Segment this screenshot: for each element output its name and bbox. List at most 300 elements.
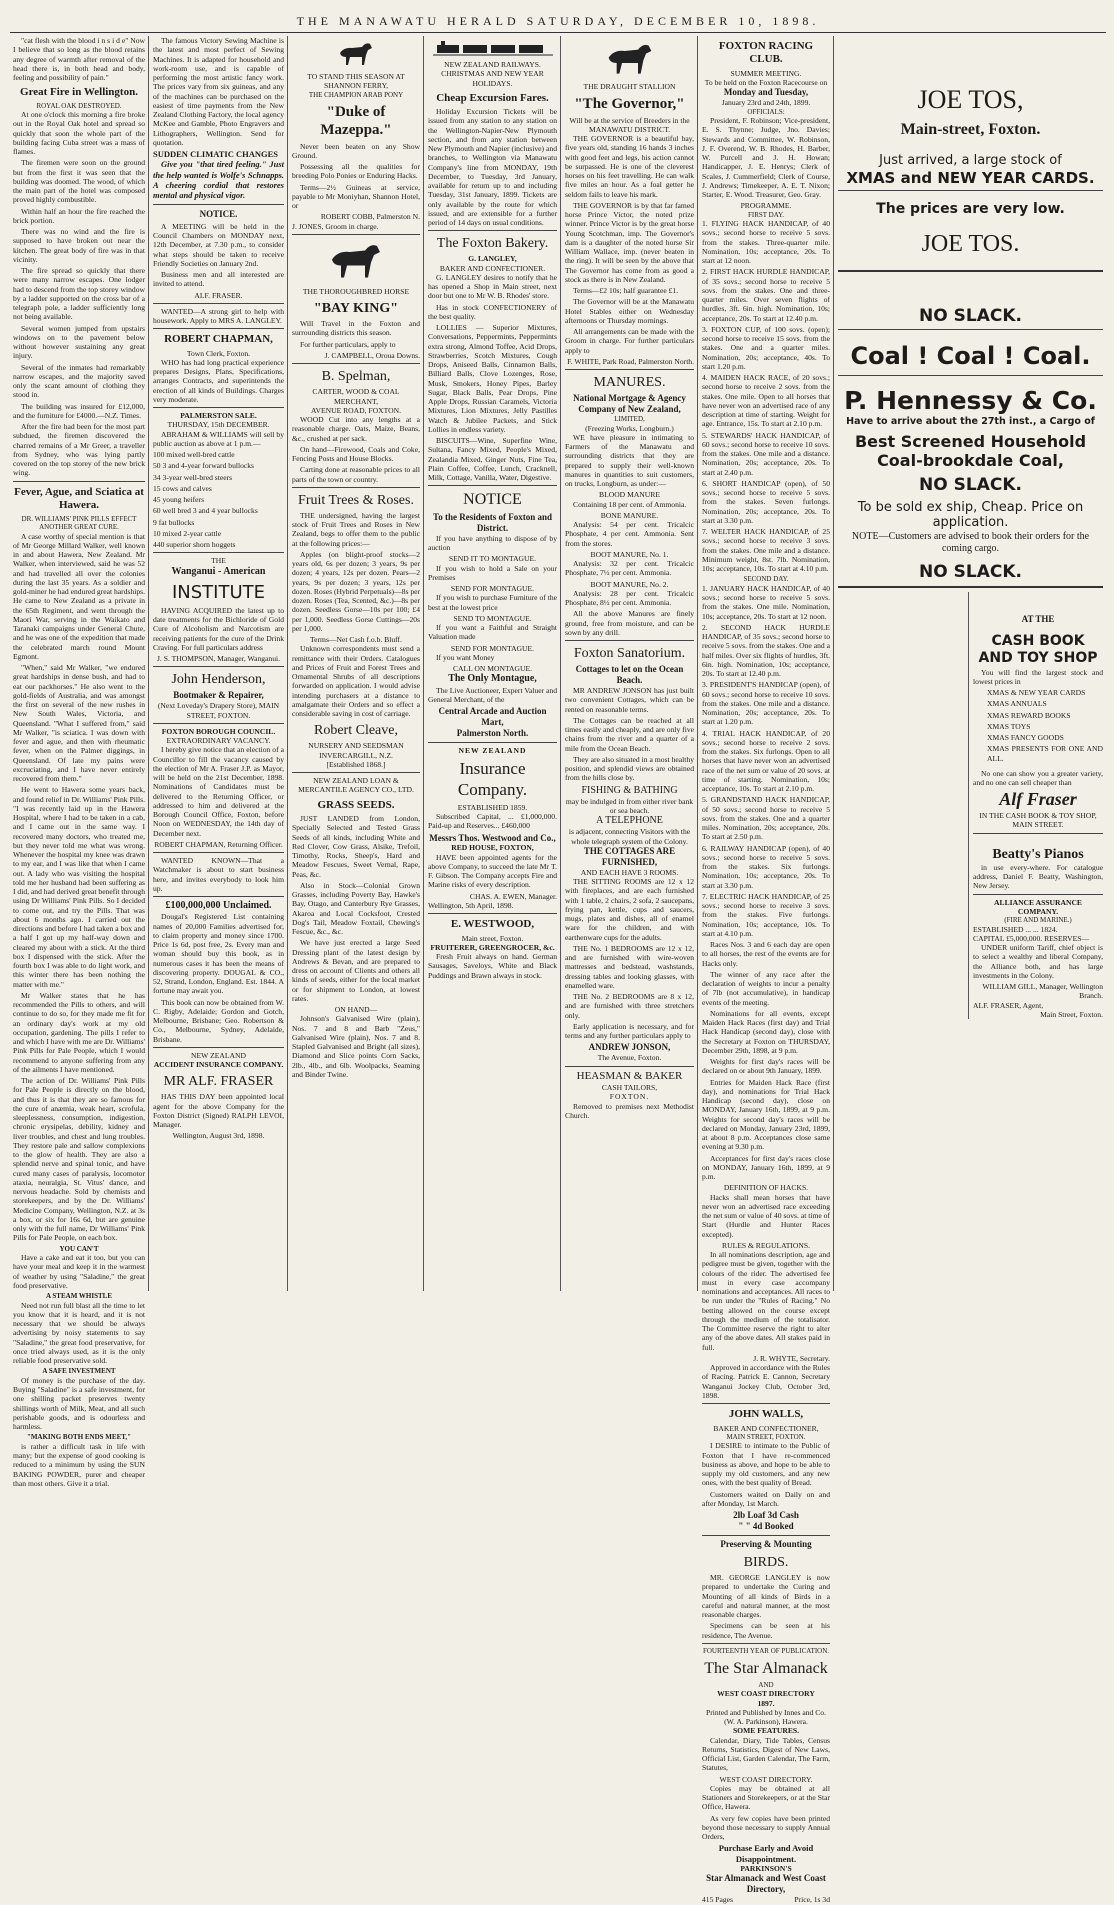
divider [153, 204, 284, 205]
train-icon [433, 39, 553, 57]
shop-item: XMAS PRESENTS FOR ONE AND ALL. [987, 744, 1103, 763]
rail-sub: CHRISTMAS AND NEW YEAR HOLIDAYS. [441, 69, 544, 88]
race-entry: 4. MAIDEN HACK RACE, of 20 sovs.; second horse to receive 2 sovs. from the stakes. One mile. Open to all horses that have never won an advertised race of any description at time of starting. Weight for age. Entrance, 15s. To start at 2.10 p.m. [702, 373, 830, 429]
joe-prices: The prices are very low. [876, 201, 1065, 218]
column-divider [697, 36, 698, 1291]
cleave-established: [Established 1868.] [326, 759, 386, 769]
race-programme: PROGRAMME. [740, 201, 792, 211]
montague-line: If you want a Faithful and Straight Valuation made [428, 623, 557, 642]
shop-item: XMAS & NEW YEAR CARDS [987, 688, 1086, 698]
chapman-title: Town Clerk, Foxton. [186, 348, 251, 358]
wanganui-body: HAVING ACQUIRED the latest up to date treatments for the Bichloride of Gold Cure of Alcoholism and Narcotism are receiving patients for the cure of the Drink Craving. For full particulars address [153, 605, 284, 652]
fever-paragraph: The action of Dr. Williams' Pink Pills for Pale People is directly on the blood, and thus it is that they are so famous for the cure of anæmia, weak heart, scrofula, sleeplessness, consumption, indigestion, chronic erysipelas, debility, kidney and liver troubles, and chest and lung troubles. They restore pale and sallow complexions to the glow of health. They are also a splendid nerve and spinal tonic, and have cured many cases of paralysis, locomotor ataxia, neuralgia, St. Vitus' dance, and nervous headache. Sold by chemists and storekeepers, and by the Dr. Williams' Medicine Company, Wellington, N.Z. at 3s a box, or six for 16s 6d, but are genuine only with the full name, Dr Williams' Pink Pills for Pale People, on each box. [13, 1076, 145, 1243]
governor-sub: Will be at the service of Breeders in the [569, 115, 690, 125]
race-entry: 7. WELTER HACK HANDICAP, of 25 sovs.; second horse to receive 3 sovs. from the stakes. One mile and a distance. Minimum weight, 8st. 7lb. Nomination, 10s; acceptance, 10s. To start at 4.10 p.m. [702, 527, 830, 574]
divider [153, 1047, 284, 1048]
cant-heading: YOU CAN'T [59, 1244, 99, 1253]
steam-text: Need not run full blast all the time to let you know that it is heard, and it is not necessary that we should be always advertising by noisy statements to say "Saladine," the great food preservative, for once tried always used, as it is the only reliable food preservative sold. [13, 1300, 145, 1366]
fruit-terms: Terms—Net Cash f.o.b. Bluff. [310, 635, 402, 645]
alliance-capital: CAPITAL £5,000,000. RESERVES— [973, 933, 1090, 943]
race-dates: January 23rd and 24th, 1899. [721, 98, 811, 108]
governor-owner: F. WHITE, Park Road, Palmerston North. [567, 356, 694, 366]
sanatorium-detail: THE No. 2 BEDROOMS are 8 x 12, and are furnished with three stretchers only. [565, 992, 694, 1020]
unclaimed-heading: £100,000,000 Unclaimed. [165, 900, 272, 912]
heasman-trade: CASH TAILORS, [601, 1083, 658, 1093]
wanganui-signature: J. S. THOMPSON, Manager, Wanganui. [156, 654, 281, 664]
unclaimed-body: Dougal's Registered List containing names of 20,000 Families advertised for, to claim property and money since 1700. Price 1s 6d, post free, 2s. Every man and woman should buy this book, as in numerous cases it has been the means of discovering property. DOUGAL & CO., 52, Strand, London, England. Est. 1844. A fortune may await you. [153, 912, 284, 996]
birds-top: Preserving & Mounting [720, 1539, 812, 1549]
race-officials-heading: OFFICIALS: [747, 107, 785, 116]
race-regulations-heading: RULES & REGULATIONS. [722, 1240, 810, 1250]
column-6 [699, 36, 833, 1905]
bakery-body: G. LANGLEY desires to notify that he has opened a Shop in Main street, next door but one to Mr W. B. Rhodes' store. [428, 272, 557, 301]
borough-signature: ROBERT CHAPMAN, Returning Officer. [154, 839, 283, 849]
race-definition-heading: DEFINITION OF HACKS. [723, 1183, 809, 1193]
grass-body: We have just erected a large Seed Dressing plant of the latest design by Andrews & Bevan, and are prepared to dress on account of Clients and others all kinds of seeds, either for the local market or for shipment to London, at lowest rates. [292, 938, 420, 1003]
column-7a [838, 592, 969, 1019]
column-3 [289, 36, 423, 1291]
star-publisher: Printed and Published by Innes and Co. (W. A. Parkinson), Hawera. [705, 1707, 826, 1727]
insurance-heading: Insurance Company. [457, 759, 528, 800]
walls-trade: BAKER AND CONFECTIONER, [713, 1423, 819, 1433]
grass-body: Johnson's Galvanised Wire (plain), Nos. 7 and 8 and Barb "Zeus," Galvanised Wire (plain), Nos. 7 and 8. Stapled Galvanised and Bright (all sizes), Diamond and Slice points Corn Sacks, 2lb., 4lb., and 6lb. Woolpacks, Seaming and Binder Twine. [292, 1014, 420, 1079]
insurance-house: RED HOUSE, FOXTON, [451, 843, 534, 853]
star-footer [702, 1895, 830, 1904]
race-heading: FOXTON RACING CLUB. [718, 40, 814, 66]
grass-body: Also in Stock—Colonial Grown Grasses, including Poverty Bay, Hawke's Bay, Otago, and Canterbury Rye Grasses, Akaroa and Local Cocksfoot, Crested Dog's Tail, Meadow Foxtail, Chewing's Fescue, &c., &c. [292, 880, 420, 937]
fire-paragraph: Several women jumped from upstairs windows on to the pavement below without however sustaining any great injury. [13, 323, 145, 361]
palmerston-item: 15 cows and calves [153, 483, 212, 493]
race-entry: 6. SHORT HANDICAP (open), of 50 sovs.; second horse to receive 5 sovs. from the stakes. Seven furlongs. Nomination, 20s; acceptance, 20s. To start at 3.30 p.m. [702, 478, 830, 525]
grass-onhand: ON HAND— [334, 1005, 378, 1015]
governor-intro: THE DRAUGHT STALLION [583, 82, 676, 91]
fire-paragraph: After the fire had been for the most part subdued, the firemen discovered the charred remains of a Mr Greer, a traveller from Sydney, who was lying partly covered on the top storey of the new brick wing. [13, 422, 145, 478]
column-7b [973, 592, 1103, 1019]
palmerston-item: 100 mixed well-bred cattle [153, 450, 235, 460]
manures-detail: Analysis: 28 per cent. Tricalcic Phosphate, 8½ per cent. Ammonia. [565, 588, 694, 608]
hennessy-coal: Best Screened Household Coal-brookdale Coal, [854, 431, 1087, 471]
manures-heading: MANURES. [593, 375, 666, 391]
insurance-signature: CHAS. A. EWEN, Manager. [469, 891, 557, 901]
rail-body: Holiday Excursion Tickets will be issued from any station to any station on the Wellington-Napier-New Plymouth section, and from any station between New Plymouth and Napier (inclusive) and branches, to Wellington via Manawatu Company's line from MONDAY, 19th December, to Tuesday, 3rd January, available for return up to and including Tuesday, 31st January, 1899. Tickets are only available by the route for which issued, and are extensible for a further period of 14 days on usual conditions. [428, 107, 557, 228]
safe-heading: A SAFE INVESTMENT [42, 1367, 116, 1376]
column-7 [835, 36, 1106, 1291]
bakery-body: Has in stock CONFECTIONERY of the best quality. [428, 302, 557, 321]
fruit-body: Unknown correspondents must send a remittance with their Orders. Catalogues and Prices of Fruit and Forest Trees and Ornamental Shrubs of all descriptions forwarded on application. I would advise intending purchasers at a distance to amalgamate their Orders and so effect a considerable saving in cost of carriage. [292, 644, 420, 719]
montague-line: If you wish to purchase Furniture of the best at the lowest price [428, 593, 557, 612]
divider [153, 723, 284, 724]
sudden-heading: SUDDEN CLIMATIC CHANGES [153, 149, 278, 159]
shop-item: XMAS FANCY GOODS [987, 733, 1064, 743]
race-rules: Races Nos. 3 and 6 each day are open to all horses, the rest of the events are for Hacks only. [702, 940, 830, 968]
divider [292, 487, 420, 488]
divider [153, 552, 284, 553]
walls-body: Customers waited on Daily on and after Monday, 1st March. [702, 1489, 830, 1508]
palmerston-intro: ABRAHAM & WILLIAMS will sell by public auction as above at 1 p.m.— [153, 429, 284, 448]
sanatorium-body: MR ANDREW JONSON has just built two convenient Cottages, which can be rented on reasonable terms. [565, 686, 694, 714]
borough-body: I hereby give notice that an election of a Councillor to fill the vacancy caused by the election of Mr A. Fraser J.P. as Mayor, will be held on the 21st December, 1898. Nominations of Candidates must be delivered to the Returning Officer, or addressed to him and delivered at the Borough Council Office, Foxton, before Noon on WEDNESDAY, the 14th day of December next. [153, 745, 284, 838]
birds-body: Specimens can be seen at his residence, The Avenue. [702, 1621, 830, 1640]
bay-body: For further particulars, apply to [300, 339, 396, 349]
fire-paragraph: Within half an hour the fire reached the brick portion. [13, 206, 145, 225]
race-entry: 4. TRIAL HACK HANDICAP, of 20 sovs.; second horse to receive 2 sovs. from the stakes. Six furlongs. Open to all horses that have never won an advertised race of the net sum or value of 20 sovs. at time of starting. Nomination, 10s; acceptance, 10s. To start at 2.10 p.m. [702, 728, 830, 794]
race-rules: Acceptances for first day's races close on MONDAY, January 16th, 1899, at 9 p.m. [702, 1153, 830, 1182]
hennessy-arrive: Have to arrive about the 27th inst., a Cargo of [846, 416, 1095, 428]
no-slack-1: NO SLACK. [919, 305, 1022, 326]
star-purchase: Purchase Early and Avoid Disappointment. [718, 1843, 814, 1864]
sanatorium-owner: ANDREW JONSON, [588, 1042, 671, 1053]
palmerston-item: 60 well bred 3 and 4 year bullocks [153, 506, 258, 516]
notice-signature: ALF. FRASER. [194, 290, 243, 300]
star-pages: 415 Pages [702, 1895, 734, 1905]
alf-name: Alf Fraser [999, 789, 1077, 810]
alliance-sub: (FIRE AND MARINE.) [1004, 916, 1072, 925]
shop-item: XMAS ANNUALS [987, 699, 1047, 709]
sanatorium-detail: THE No. 1 BEDROOMS are 12 x 12, and are furnished with wire-woven mattresses and bedstead, washstands, dressing tables and looking glasses, with enamelled ware. [565, 943, 694, 990]
spelman-address: AVENUE ROAD, FOXTON. [310, 405, 401, 415]
manures-end: All the above Manures are finely ground, free from moisture, and can be sown by any drill. [565, 609, 694, 637]
westwood-address: Main street, Foxton. [461, 933, 524, 943]
insurance-body: HAVE been appointed agents for the above Company, to succeed the late Mr T. F. Gibson. The Company accepts Fire and Marine risks of every description. [428, 852, 557, 890]
alf-address: IN THE CASH BOOK & TOY SHOP, MAIN STREET. [979, 811, 1097, 830]
shannon-sub: THE CHAMPION ARAB PONY [308, 90, 404, 99]
wanganui-institute: INSTITUTE [171, 581, 266, 603]
walls-name: JOHN WALLS, [728, 1408, 804, 1421]
heasman-name: HEASMAN & BAKER [576, 1069, 683, 1082]
column-divider [148, 36, 149, 1291]
steam-heading: A STEAM WHISTLE [45, 1292, 112, 1301]
divider [153, 896, 284, 897]
race-approved: Approved in accordance with the Rules of Racing. Patrick E. Cannon, Secretary Wanganui Jockey Club, October 3rd, 1898. [702, 1363, 830, 1400]
nzac-body: HAS THIS DAY been appointed local agent for the above Company for the Foxton District (Signed) RALPH LEVOI, Manager. [153, 1092, 284, 1130]
divider [565, 369, 694, 370]
no-slack-3: NO SLACK. [919, 561, 1022, 582]
palmerston-heading: PALMERSTON SALE. [180, 411, 257, 421]
sanatorium-telephone-text: is adjacent, connecting Visitors with the whole telegraph system of the Colony. [568, 827, 691, 846]
star-sub: WEST COAST DIRECTORY [717, 1689, 815, 1699]
montague-call: SEND FOR MONTAGUE. [450, 584, 535, 594]
westwood-body: Fresh Fruit always on hand. German Sausages, Saveloys, White and Black Puddings and Brawn always in stock. [428, 952, 557, 980]
race-entry: 5. STEWARDS' HACK HANDICAP, of 60 sovs.; second horse to receive 10 sovs. from the stakes. One mile and a distance. Nomination, 20s; acceptance, 20s. To start at 2.40 p.m. [702, 430, 830, 477]
manures-company: National Mortgage & Agency Company of New Zealand, [573, 393, 686, 415]
manures-item: BONE MANURE. [600, 510, 659, 520]
shop-list [973, 688, 1103, 763]
horse-icon [326, 238, 386, 284]
star-features: Calendar, Diary, Tide Tables, Census Returns, Statistics, Digest of New Laws, Official List, Garden Calendar, The Farm, Statutes, [702, 1735, 830, 1773]
race-entry: 7. ELECTRIC HACK HANDICAP, of 25 sovs.; second horse to receive 3 sovs. from the stakes. Five furlongs. Nomination, 10s; acceptance, 10s. To start at 4.10 p.m. [702, 891, 830, 938]
shannon-groom: J. JONES, Groom in charge. [292, 221, 379, 231]
birds-body: MR. GEORGE LANGLEY is now prepared to undertake the Curing and Mounting of all kinds of Birds in a careful and natural manner, at the most reasonable charges. [702, 1573, 830, 1620]
cant-text: Have a cake and eat it too, but you can have your meal and keep it in the warmest of weather by using "Saladine," the great food preservative. [13, 1253, 145, 1290]
intro-text: "cat flesh with the blood i n s i d e" Now I believe that so long as the blood retains any degree of warmth after removal of the head there is, in both head and body, feeling and possibility of pain." [13, 36, 145, 82]
montague-line: If you want Money [436, 652, 495, 662]
column-divider [287, 36, 288, 1291]
spelman-body: WOOD Cut into any lengths at a reasonable charge. Oats, Maize, Beans, &c., crushed at per sack. [292, 415, 420, 443]
no-slack-2: NO SLACK. [919, 474, 1022, 495]
montague-line: If you have anything to dispose of by auction [428, 533, 557, 553]
sanatorium-detail: Early application is necessary, and for terms and any further particulars apply to [565, 1021, 694, 1041]
shop-body: No one can show you a greater variety, and no one can sell cheaper than [973, 768, 1103, 788]
divider [565, 640, 694, 641]
governor-name: "The Governor," [574, 96, 685, 113]
race-rules: Nominations for all events, except Maiden Hack Races (first day) and Trial Hack Handicap (second day), close with the Secretary at Foxton on THURSDAY, December 29th, 1898, at 9 p.m. [702, 1008, 830, 1055]
bottom-ads [838, 592, 1103, 1019]
sanatorium-rooms: AND EACH HAVE 3 ROOMS. [580, 867, 679, 877]
sanatorium-detail: THE SITTING ROOMS are 12 x 12 with fireplaces, and are each furnished with 1 table, 2 chairs, 2 sofa, 2 saucepans, frying pan, kettle, cups and saucers, mugs, plates and dishes, all of enamel ware for the children, and with earthenware cups for the adults. [565, 877, 694, 942]
borough-subhead: EXTRAORDINARY VACANCY. [166, 736, 271, 746]
race-rules: Entries for Maiden Hack Race (first day), and nominations for Trial Hack Handicap (second day), close on MONDAY, January 16th, 1899, at 9 p.m. Weights for second day's races will be declared on Monday, January 23rd, 1899, at about 8 p.m. Acceptances close same evening at 9.30 p.m. [702, 1077, 830, 1152]
spelman-body: On hand—Firewood, Coals and Coke, Fencing Posts and House Blocks. [292, 444, 420, 464]
shannon-owner: ROBERT COBB, Palmerston N. [320, 212, 420, 222]
grass-body: JUST LANDED from London, Specially Selected and Tested Grass Seeds of all kinds, including White and Red Clover, Cow Grass, Alsike, Trefoil, Timothy, Rocks, Sheep's, Hard and Meadow Fescues, Sweet Vernal, Rape, Peas, &c. [292, 814, 420, 879]
divider [973, 833, 1103, 834]
star-year: 1897. [757, 1698, 775, 1708]
shop-item: XMAS TOYS [987, 721, 1031, 731]
henderson-address: (Next Loveday's Drapery Store), MAIN STREET, FOXTON. [157, 701, 280, 720]
insurance-date: Wellington, 5th April, 1898. [428, 900, 514, 910]
manures-detail: Analysis: 32 per cent. Tricalcic Phosphate, 7½ per cent. Ammonia. [565, 559, 694, 578]
sanatorium-furnished: THE COTTAGES ARE FURNISHED, [583, 845, 676, 867]
cleave-address: INVERCARGILL, N.Z. [319, 750, 393, 760]
cleave-name: Robert Cleave, [314, 723, 398, 739]
race-officials: President, F. Robinson; Vice-president, E. S. Thynne; Judge, Jno. Davies; Stewards and Committee, W. Robinson, J. F. Overend, W. B. Rhodes, H. Barber, W. Purcell and J. H. Howan; Handicapper, J. E. Henrys; Clerk of Scales, J. Cummerfield; Clerk of Course, J. Andrews; Timekeeper, A. E. T. Nixon; Starter, E. Wood. Treasurer, Geo. Gray. [702, 116, 830, 200]
spelman-name: B. Spelman, [321, 369, 391, 385]
divider [292, 363, 420, 364]
notice-heading: NOTICE. [199, 208, 238, 219]
palmerston-item: 34 3-year well-bred steers [153, 472, 233, 482]
divider [838, 375, 1103, 376]
fire-paragraph: The building was insured for £12,000, and the furniture for £4000.—N.Z. Times. [13, 401, 145, 420]
column-divider [833, 36, 834, 1291]
wanted-ad: WANTED—A strong girl to help with housework. Apply to MRS A. LANGLEY. [153, 306, 284, 326]
fruit-list: Apples (on blight-proof stocks—2 years old, 6s per dozen; 3 years, 9s per dozen; 4 years, 12s per dozen. Pears—2 years, 9s per dozen; 3 years, 12s per dozen. Roses (Hybrid Perpetuals)—8s per dozen. Roses (Tea, Scented, &c.)—8s per dozen. Seedless Gorse—10s per 100; £4 per 1,000. Seedless Gorse Cuttings—20s per 1,000. [292, 549, 421, 633]
beatty-heading: Beatty's Pianos [992, 846, 1084, 862]
fever-paragraph: Mr Walker states that he has recommended the Pills to others, and will continue to do so, for they made me fit for an ordinary day's work at my old occupation, gardening. The pills I refer to and which I have with me are Dr. Williams' Pink Pills for Pale People, which I would recommend to anyone suffering from any of the ailments I have mentioned. [13, 990, 145, 1074]
shannon-body: Possessing all the qualities for breeding Polo Ponies or Enduring Hacks. [292, 162, 420, 181]
manures-works: (Freezing Works, Longburn.) [585, 423, 674, 433]
manures-item: BOOT MANURE, No. 1. [590, 549, 669, 559]
alliance-established: ESTABLISHED ... ... 1824. [973, 924, 1058, 934]
nzac-date: Wellington, August 3rd, 1898. [172, 1131, 265, 1141]
alliance-heading: ALLIANCE ASSURANCE COMPANY. [994, 897, 1082, 916]
notice-body: A MEETING will be held in the Council Chambers on MONDAY next, 12th December, at 7.30 p.m., to consider what steps should be taken to receive Friendly Societies on January 2nd. [153, 221, 284, 268]
governor-body: All arrangements can be made with the Groom in charge. For further particulars apply to [565, 327, 694, 355]
race-regulations: In all nominations description, age and pedigree must be given, together with the colours of the rider. The advertised fee must in every case accompany nominations and acceptances. All races to be run under the "Rules of Racing." No betting allowed on the course except through the medium of the totalisator. The Committee reserve the right to alter any of the above dates. All stakes paid in full. [702, 1250, 830, 1352]
montague-call: SEND TO MONTAGUE. [453, 613, 532, 623]
hennessy-name: P. Hennessy & Co. [844, 385, 1097, 415]
palmerston-item: 10 mixed 2-year cattle [153, 528, 222, 538]
divider [838, 329, 1103, 330]
star-parkinson: PARKINSON'S [740, 1864, 792, 1874]
walls-loaf: 2lb Loaf 3d Cash [733, 1510, 799, 1521]
race-entry: 3. FOXTON CUP, of 100 sovs. (open); second horse to receive 15 sovs. from the stakes. One and a quarter miles. Nomination, 20s; acceptance, 40s. To start 1.20 p.m. [702, 324, 830, 371]
race-definition: Hacks shall mean horses that have never won an advertised race exceeding the net sum or value of 40 sovs. at time of Start (Hurdle and Hunter Races excepted). [702, 1192, 830, 1239]
alliance-address: Main Street, Foxton. [1040, 1009, 1103, 1019]
race-entry: 2. SECOND HACK HURDLE HANDICAP, of 35 sovs.; second horse to receive 5 sovs. from the stakes. One and a half miles. Over six flights of hurdles, 3ft. 6in. high. Nomination, 10s; acceptance, 20s. To start at 12.40 p.m. [702, 622, 830, 679]
sanatorium-body: They are also situated in a most healthy position, and splendid views are obtained from the hills close by. [565, 754, 694, 783]
borough-heading: FOXTON BOROUGH COUNCIL. [161, 726, 276, 736]
palmerston-item: 45 young heifers [153, 495, 205, 505]
fever-subhead: DR. WILLIAMS' PINK PILLS EFFECT ANOTHER GREAT CURE. [21, 514, 137, 532]
hennessy-sold: To be sold ex ship, Cheap. Price on application. [857, 499, 1084, 531]
spelman-body: Carting done at reasonable prices to all parts of the town or country. [292, 465, 420, 484]
divider [838, 270, 1103, 272]
race-rules: The winner of any race after the declaration of weights to incur a penalty of 7lb (not accumulative), in handicap events of the meeting. [702, 969, 830, 1007]
shannon-body: Terms—2½ Guineas at service, payable to Mr Moniyhan, Shannon Hotel, or [292, 182, 420, 211]
joe-cards: XMAS and NEW YEAR CARDS. [846, 169, 1095, 188]
masthead-rule [10, 32, 1106, 33]
henderson-trade: Bootmaker & Repairer, [173, 690, 264, 701]
fruit-heading: Fruit Trees & Roses. [298, 492, 414, 508]
shannon-intro: TO STAND THIS SEASON AT SHANNON FERRY, [307, 72, 405, 91]
ends-text: is rather a difficult task in life with many; but the expense of good cooking is reduced to a minimum by using the SUN BAKING POWDER, purer and cheaper than most others. Give it a trial. [13, 1441, 145, 1488]
sanatorium-address: The Avenue, Foxton. [597, 1053, 662, 1063]
manures-detail: Containing 18 per cent. of Ammonia. [573, 499, 687, 509]
sanatorium-sub: Cottages to let on the Ocean Beach. [575, 664, 684, 686]
race-list-day2 [702, 584, 830, 938]
sanatorium-heading: Foxton Sanatorium. [573, 646, 686, 662]
sanatorium-fishing: FISHING & BATHING [581, 784, 678, 796]
unclaimed-body: This book can now be obtained from W. C. Rigby, Adelaide; Gordon and Gotch, Melbourne, Brisbane; Geo. Robertson & Co., Melbourne, Sydney, Adelaide, Brisbane. [153, 997, 284, 1044]
star-parkinson-title: Star Almanack and West Coast Directory, [706, 1873, 826, 1895]
fire-paragraph: At one o'clock this morning a fire broke out in the Royal Oak hotel and spread so quickly that soon the whole part of the building facing Cuba street was a mass of flames. [13, 110, 145, 157]
divider [838, 586, 1103, 588]
montague-line: If you wish to hold a Sale on your Premises [428, 563, 557, 582]
insurance-established: ESTABLISHED 1859. [457, 802, 528, 812]
alliance-agent: ALF. FRASER, Agent, [973, 1000, 1044, 1010]
divider [292, 772, 420, 773]
horse-icon [595, 39, 665, 79]
column-2 [150, 36, 287, 1291]
fever-headline: Fever, Ague, and Sciatica at Hawera. [14, 485, 144, 512]
chapman-name: ROBERT CHAPMAN, [164, 333, 273, 346]
shop-title: CASH BOOK AND TOY SHOP [978, 633, 1098, 667]
sanatorium-body: The Cottages can be reached at all times easily and cheaply, and are only five chains from the river and a quarter of a mile from the Ocean Beach. [565, 715, 694, 753]
nzlm-heading: NEW ZEALAND LOAN & MERCANTILE AGENCY CO., LTD. [298, 776, 414, 795]
birds-heading: BIRDS. [743, 1554, 789, 1570]
bakery-biscuits: BISCUITS—Wine, Superfine Wine, Sultana, Fancy Mixed, People's Mixed, Zealandia Mixed, Ginger Nuts, Fine Tea, Plain Coffee, Coffee, Lunch, Cracknell, Milk, Cottage, Vanilla, Water, Digestive. [428, 436, 557, 483]
governor-body: THE GOVERNOR is a beautiful bay, five years old, standing 16 hands 3 inches with good feet and legs, his action cannot be surpassed. He is one of the cleverest horses on his feet travelling. He can walk five miles an hour. As a foal getter he seldom fails to leave his mark. [565, 134, 694, 199]
divider [973, 894, 1103, 895]
star-and: AND [758, 1680, 774, 1689]
joe-name-footer: JOE TOS. [921, 231, 1020, 258]
divider [428, 230, 557, 231]
joe-arrived: Just arrived, a large stock of [879, 153, 1062, 169]
manures-limited: LIMITED, [614, 415, 645, 424]
fire-paragraph: The fire spread so quickly that there were many narrow escapes. One lodger had to descend from the top storey window by a ladder supported on the cross bar of a telegraph pole, a ladder sufficiently long not being available. [13, 266, 145, 322]
race-first-day: FIRST DAY. [747, 210, 785, 219]
fire-paragraph: The firemen were soon on the ground but from the first it was seen that the building was doomed. The wood, of which the main part of the hotel was composed proved highly combustible. [13, 158, 145, 205]
shop-body: You will find the largest stock and lowest prices in [973, 667, 1103, 686]
shop-item: XMAS REWARD BOOKS [987, 710, 1071, 720]
horse-icon [336, 39, 376, 69]
race-rules: Weights for first day's races will be declared on or about 9th January, 1899. [702, 1057, 830, 1076]
montague-call: SEND FOR MONTAGUE. [450, 643, 535, 653]
heasman-body: Removed to premises next Methodist Church. [565, 1101, 694, 1120]
walls-loaf: " " 4d Booked [738, 1521, 794, 1532]
race-secretary: J. R. WHYTE, Secretary. [753, 1353, 830, 1363]
divider [428, 742, 557, 743]
governor-body: The Governor will be at the Manawatu Hotel Stables either on Wednesday afternoons or Thursday mornings. [565, 297, 694, 325]
insurance-top: NEW ZEALAND [458, 746, 527, 756]
column-5 [562, 36, 697, 1291]
divider [292, 234, 420, 235]
race-entry: 3. PRESIDENT'S HANDICAP (open), of 60 sovs.; second horse to receive 10 sovs. from the stakes. One mile and a distance. Nomination, 20s; acceptance, 20s. To start at 1.20 p.m. [702, 680, 830, 727]
divider [153, 407, 284, 408]
shannon-name: "Duke of Mazeppa." [320, 104, 392, 139]
chapman-body: WHO has had long practical experience prepares Designs, Plans, Specifications, arranges Contracts, and superintends the erection of all kinds of Buildings. Charges very moderate. [153, 357, 284, 404]
notice-sub: To the Residents of Foxton and District. [433, 512, 552, 533]
fire-paragraph: There was no wind and the fire is supposed to have broken out near the kitchen. The great body of fire was in that vicinity. [13, 227, 145, 264]
bakery-trade: BAKER AND CONFECTIONER. [439, 263, 546, 273]
insurance-agent: Messrs Thos. Westwood and Co., [429, 832, 556, 843]
grass-heading: GRASS SEEDS. [317, 798, 395, 811]
palmerston-item: 9 fat bullocks [153, 517, 195, 527]
governor-body: THE GOVERNOR is by that far famed horse Prince Victor, the noted prize winner. Prince Victor is by the great horse Young Scotchman, imp. The Governor's dam is a daughter of the noted horse Sir William Wallace, imp. (never beaten in the ring). It will be seen by the above that The Governor has come from as good a stock as there is in New Zealand. [565, 200, 694, 284]
race-list-day1 [702, 219, 830, 573]
insurance-capital: Subscribed Capital, ... £1,000,000. Paid-up and Reserves... £460,000 [428, 812, 557, 831]
hennessy-note: NOTE—Customers are advised to book their orders for the coming cargo. [851, 531, 1090, 555]
column-divider [423, 36, 424, 1291]
bay-intro: THE THOROUGHBRED HORSE [302, 286, 410, 296]
masthead: THE MANAWATU HERALD SATURDAY, DECEMBER 10, 1898. [296, 14, 820, 28]
divider [565, 1066, 694, 1067]
nzac-name: ACCIDENT INSURANCE COMPANY. [153, 1060, 284, 1070]
race-sub: SUMMER MEETING. [730, 68, 802, 78]
manures-body: WE have pleasure in intimating to Farmers of the Manawatu and surrounding districts that they are prepared to supply their well-known manures in quantities to suit customers, on trucks, Longburn, as under:— [565, 432, 694, 489]
bakery-lollies: LOLLIES — Superior Mixtures, Conversations, Peppermints, Peppermints extra strong, Almond Toffee, Acid Drops, Strawberries, Scotch Mixtures, Cough Drops, Aniseed Balls, Cinnamon Balls, Billiard Balls, Clove Lozenges, Rose, Musk, Smokers, Honey Pipes, Barley Sugar, Black Balls, Pear Drops, Pine Apple Drops, Russian Caramels, Victoria Mixtures, Lion Mixtures, Jelly Pastilles Watch & Jubilee Packets, and Stick Lollies in endless variety. [428, 323, 557, 434]
palmerston-date: THURSDAY, 15th DECEMBER. [167, 420, 270, 430]
palmerston-item: 440 superior shorn hoggets [153, 540, 236, 550]
divider [702, 1643, 830, 1644]
fever-paragraph: "When," said Mr Walker, "we endured great hardships in dense bush, and had to eat our packhorses." He also went to the gold-fields of Australia, and was amongst the first on several of the new rushes in New South Wales, Victoria, and Queensland. "What I suffered from," said Mr Walker, "is sciatica. I was down with fever and ague, and then with rheumatic fever, when on the Palmer diggings, in Queensland. Of late my pains were excruciating, and I have never entirely recovered from them." [13, 663, 145, 784]
bakery-name: G. LANGLEY, [468, 254, 517, 264]
divider [153, 303, 284, 304]
manures-detail: Analysis: 54 per cent. Tricalcic Phosphate, 4 per cent. Ammonia. Sent from the stores. [565, 520, 694, 548]
divider [702, 1403, 830, 1404]
manures-item: BLOOD MANURE [599, 490, 660, 500]
divider [13, 481, 145, 482]
star-heading: The Star Almanack [704, 1660, 828, 1678]
nzac-top: NEW ZEALAND [191, 1050, 246, 1060]
montague-arcade: Central Arcade and Auction Mart, [438, 706, 547, 728]
fever-paragraph: He went to Hawera some years back, and found relief in Dr. Williams' Pink Pills. "I was recently laid up in the Hawera Hospital, where I had to be taken in a cab, and I came out in the same way. I recovered many doctors, who treated me, but they never told me what was wrong. Whenever the hospital my knee was drawn to my ear, and I was like that when I came out. A lady who was visiting the hospital told me her husband had been suffering as I did, and had derived great benefit through using Dr Williams' Pink Pills. So I decided to come out, and try the Pills. That was about 6 months ago. I carried out the directions and before I had taken a box and a half I got up my half-way down and cleared my about with a stick. At the third box I dispensed with the stick. After the fourth box I was able to do light work, and this winter there has been nothing the matter with me." [13, 785, 146, 989]
rail-heading: NEW ZEALAND RAILWAYS. [444, 60, 541, 69]
montague-call: SEND IT TO MONTAGUE. [448, 554, 537, 564]
fire-paragraph: Several of the inmates had remarkably narrow escapes, and the majority saved only the scant amount of clothing they stood in. [13, 362, 145, 400]
race-held: To be held on the Foxton Racecourse on [704, 78, 828, 88]
governor-district: MANAWATU DISTRICT. [588, 124, 671, 134]
wanganui-title: Wanganui - American [171, 565, 266, 577]
star-directory: WEST COAST DIRECTORY. [719, 1774, 813, 1784]
henderson-name: John Henderson, [171, 672, 266, 688]
race-entry: 2. FIRST HACK HURDLE HANDICAP, of 35 sovs.; second horse to receive 5 sovs. from the stakes. One and three-quarter miles. Over seven flights of hurdles, 3ft. 6in. high. Nomination, 10s; acceptance, 20s. To start at 12.40 p.m. [702, 267, 830, 323]
palmerston-list [153, 450, 284, 549]
victory-ad: The famous Victory Sewing Machine is the latest and most perfect of Sewing Machines. It is adapted for household and work-room use, and is capable of performing the most artistic fancy work. The prices vary from six guineas, and any of the machines can be purchased on the easiest of time payments from the New Zealand Clothing Factory, the local agency McKee and Gamble, Photo Engravers and Lithographers, Wellington. Send for quotation. [153, 36, 284, 147]
race-entry: 6. RAILWAY HANDICAP (open), of 40 sovs.; second horse to receive 5 sovs. from the stakes. Six furlongs. Nomination, 10s; acceptance, 20s. To start at 3.30 p.m. [702, 843, 830, 890]
watchmaker-ad: WANTED KNOWN—That a Watchmaker is about to start business here, and invites everybody to look him up. [153, 856, 284, 893]
race-entry: 5. GRANDSTAND HACK HANDICAP, of 50 sovs.; second horse to receive 5 sovs. from the stakes. One and a quarter miles. Nomination, 20s; acceptance, 20s. To start at 2.50 p.m. [702, 795, 830, 842]
bay-owner: J. CAMPBELL, Oroua Downs. [324, 350, 420, 360]
bay-body: Will Travel in the Foxton and surrounding districts this season. [292, 319, 420, 338]
bakery-heading: The Foxton Bakery. [436, 236, 549, 252]
fruit-body: THE undersigned, having the largest stock of Fruit Trees and Roses in New Zealand, begs to offer them to the public at the following prices:— [292, 510, 420, 548]
walls-address: MAIN STREET, FOXTON. [726, 1432, 806, 1441]
ends-heading: "MAKING BOTH ENDS MEET," [26, 1433, 132, 1442]
joe-address: Main-street, Foxton. [900, 120, 1041, 138]
star-top: FOURTEENTH YEAR OF PUBLICATION. [702, 1646, 830, 1655]
fire-headline: Great Fire in Wellington. [20, 86, 138, 99]
